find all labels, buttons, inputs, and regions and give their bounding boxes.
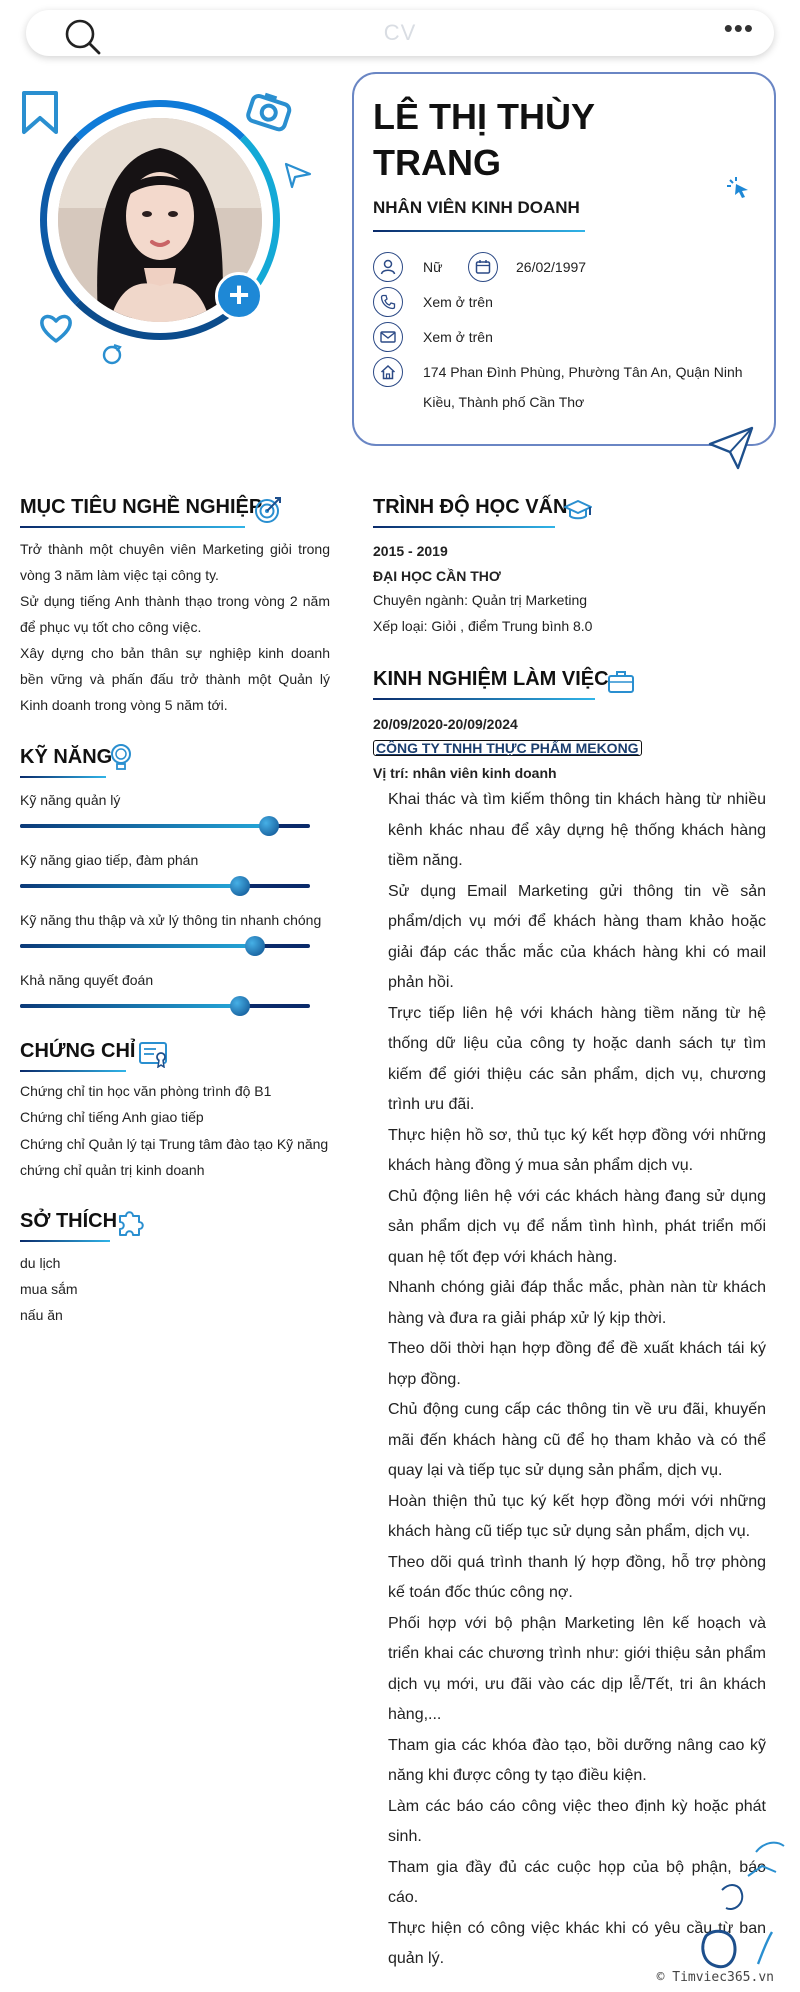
add-photo-button[interactable]: + <box>215 272 263 320</box>
skill-label: Kỹ năng thu thập và xử lý thông tin nhanh chóng <box>20 912 322 928</box>
objective-paragraph-2: Sử dụng tiếng Anh thành thạo trong vòng 2 năm để phục vụ tốt cho công việc. <box>20 593 330 635</box>
certificate-item: Chứng chỉ tin học văn phòng trình độ B1 <box>20 1083 272 1099</box>
skill-bar <box>20 1004 310 1008</box>
briefcase-icon <box>606 668 636 696</box>
skill-bar-knob[interactable] <box>245 936 265 956</box>
skill-bar-fill <box>20 884 240 888</box>
paper-plane-small-icon <box>283 160 313 190</box>
skill-bar <box>20 884 310 888</box>
job-title-underline <box>373 230 585 232</box>
hobby-item: du lịch <box>20 1255 61 1271</box>
duty-item: Tham gia các khóa đào tạo, bồi dưỡng nâng cao kỹ năng khi được công ty tạo điều kiện. <box>388 1736 766 1784</box>
job-title: NHÂN VIÊN KINH DOANH <box>373 198 580 217</box>
email-value: Xem ở trên <box>423 329 493 345</box>
hobby-item: mua sắm <box>20 1281 78 1297</box>
experience-underline <box>373 698 595 700</box>
education-underline <box>373 526 555 528</box>
gender-value: Nữ <box>423 259 443 275</box>
education-title: TRÌNH ĐỘ HỌC VẤN <box>373 496 568 518</box>
skill-bar-fill <box>20 944 255 948</box>
skill-label: Kỹ năng quản lý <box>20 792 121 808</box>
heart-icon <box>38 312 74 344</box>
duty-item: Theo dõi quá trình thanh lý hợp đồng, hỗ trợ phòng kế toán đốc thúc công nợ. <box>388 1553 766 1601</box>
certificate-item: Chứng chỉ tiếng Anh giao tiếp <box>20 1109 204 1125</box>
hobby-item: nấu ăn <box>20 1307 63 1323</box>
skills-underline <box>20 776 106 778</box>
watermark: © Timviec365.vn <box>656 1970 774 1985</box>
phone-icon <box>373 287 403 317</box>
gender-icon <box>373 252 403 282</box>
address-line-1: 174 Phan Đình Phùng, Phường Tân An, Quận Ninh <box>423 364 743 380</box>
skill-bar-fill <box>20 1004 240 1008</box>
duty-item: Chủ động liên hệ với các khách hàng đang sử dụng sản phẩm dịch vụ để nắm tình hình, phát triển mối quan hệ tốt đẹp với khách hàng. <box>388 1187 766 1266</box>
lightbulb-icon <box>108 742 134 772</box>
camera-icon <box>244 90 296 134</box>
skill-bar-fill <box>20 824 269 828</box>
objective-paragraph-3: Xây dựng cho bản thân sự nghiệp kinh doanh bền vững và phấn đấu trở thành một Quản lý Kinh doanh trong vòng 5 năm tới. <box>20 645 330 713</box>
home-icon <box>373 357 403 387</box>
hand-drawn-doodle-icon <box>686 1836 796 1984</box>
cursor-click-icon <box>726 176 752 200</box>
skill-label: Kỹ năng giao tiếp, đàm phán <box>20 852 199 868</box>
duty-item: Phối hợp với bộ phận Marketing lên kế hoạch và triển khai các chương trình như: giới thiệu sản phẩm dịch vụ mới, ưu đãi vào các dịp lễ/Tết, tri ân khách hàng,... <box>388 1614 766 1723</box>
duty-item: Chủ động cung cấp các thông tin về ưu đãi, khuyến mãi đến khách hàng cũ để họ tham khảo và có thể quay lại và tiếp tục sử dụng sản phẩm, dịch vụ. <box>388 1401 766 1479</box>
skills-title: KỸ NĂNG <box>20 746 113 768</box>
skill-bar-knob[interactable] <box>230 876 250 896</box>
top-bar <box>26 10 774 56</box>
hobbies-title: SỞ THÍCH <box>20 1210 118 1232</box>
school-name: ĐẠI HỌC CẦN THƠ <box>373 568 501 584</box>
objective-title: MỤC TIÊU NGHỀ NGHIỆP <box>20 496 263 518</box>
duty-item: Sử dụng Email Marketing gửi thông tin về sản phẩm/dịch vụ mới để khách hàng tham khảo hoặc giải đáp các thắc mắc của khách hàng khi có mail phản hồi. <box>388 882 766 991</box>
certificate-icon <box>138 1040 170 1068</box>
calendar-icon <box>468 252 498 282</box>
objective-underline <box>20 526 245 528</box>
bookmark-icon <box>20 90 62 136</box>
duty-item: Theo dõi thời hạn hợp đồng để đề xuất khách tái ký hợp đồng. <box>388 1340 766 1388</box>
experience-role: Vị trí: nhân viên kinh doanh <box>373 765 557 781</box>
education-period: 2015 - 2019 <box>373 543 448 559</box>
company-link[interactable]: CÔNG TY TNHH THỰC PHẨM MEKONG <box>373 740 642 756</box>
birthday-value: 26/02/1997 <box>516 259 587 275</box>
skill-bar <box>20 824 310 828</box>
phone-value: Xem ở trên <box>423 294 493 310</box>
certificate-item: Chứng chỉ Quản lý tại Trung tâm đào tạo Kỹ năng chứng chỉ quản trị kinh doanh <box>20 1136 329 1178</box>
more-options-icon[interactable]: ••• <box>723 13 754 43</box>
duty-item: Hoàn thiện thủ tục ký kết hợp đồng mới với những khách hàng cũ tiếp tục sử dụng sản phẩm, dịch vụ. <box>388 1492 766 1540</box>
education-grade: Xếp loại: Giỏi , điểm Trung bình 8.0 <box>373 618 593 634</box>
circle-arrow-icon <box>100 342 124 366</box>
target-icon <box>254 496 282 524</box>
skill-bar-knob[interactable] <box>259 816 279 836</box>
certificates-underline <box>20 1070 126 1072</box>
duty-item: Nhanh chóng giải đáp thắc mắc, phàn nàn từ khách hàng và đưa ra giải pháp xử lý kịp thời. <box>388 1279 766 1327</box>
skill-label: Khả năng quyết đoán <box>20 972 154 988</box>
experience-period: 20/09/2020-20/09/2024 <box>373 716 518 732</box>
certificates-title: CHỨNG CHỈ <box>20 1040 136 1062</box>
hobbies-underline <box>20 1240 110 1242</box>
duty-item: Khai thác và tìm kiếm thông tin khách hàng từ nhiều kênh khác nhau để xây dựng hệ thống khách hàng tiềm năng. <box>388 791 766 869</box>
graduation-cap-icon <box>563 498 593 524</box>
experience-title: KINH NGHIỆM LÀM VIỆC <box>373 668 609 690</box>
duty-item: Thực hiện hồ sơ, thủ tục ký kết hợp đồng với những khách hàng đồng ý mua sản phẩm dịch vụ. <box>388 1126 766 1174</box>
puzzle-icon <box>116 1208 146 1238</box>
email-icon <box>373 322 403 352</box>
full-name: LÊ THỊ THÙY TRANG <box>373 96 595 183</box>
skill-bar-knob[interactable] <box>230 996 250 1016</box>
duty-item: Làm các báo cáo công việc theo định kỳ hoặc phát sinh. <box>388 1797 766 1845</box>
address-line-2: Kiều, Thành phố Cần Thơ <box>423 394 585 410</box>
app-title: CV <box>383 20 417 45</box>
skill-bar <box>20 944 310 948</box>
duties-list <box>388 785 766 1975</box>
education-major: Chuyên ngành: Quản trị Marketing <box>373 592 588 608</box>
duty-item: Tham gia đầy đủ các cuộc họp của bộ phận, báo cáo. <box>388 1858 766 1906</box>
duty-item: Trực tiếp liên hệ với khách hàng tiềm năng từ hệ thống dữ liệu của công ty hoặc danh sách tự tìm kiếm để giới thiệu các sản phẩm, dịch vụ, chương trình ưu đãi. <box>388 1004 766 1113</box>
objective-paragraph-1: Trở thành một chuyên viên Marketing giỏi trong vòng 3 năm làm việc tại công ty. <box>20 541 330 583</box>
duty-item: Thực hiện có công việc khác khi có yêu cầu từ ban quản lý. <box>388 1919 766 1967</box>
paper-plane-icon <box>708 424 754 472</box>
